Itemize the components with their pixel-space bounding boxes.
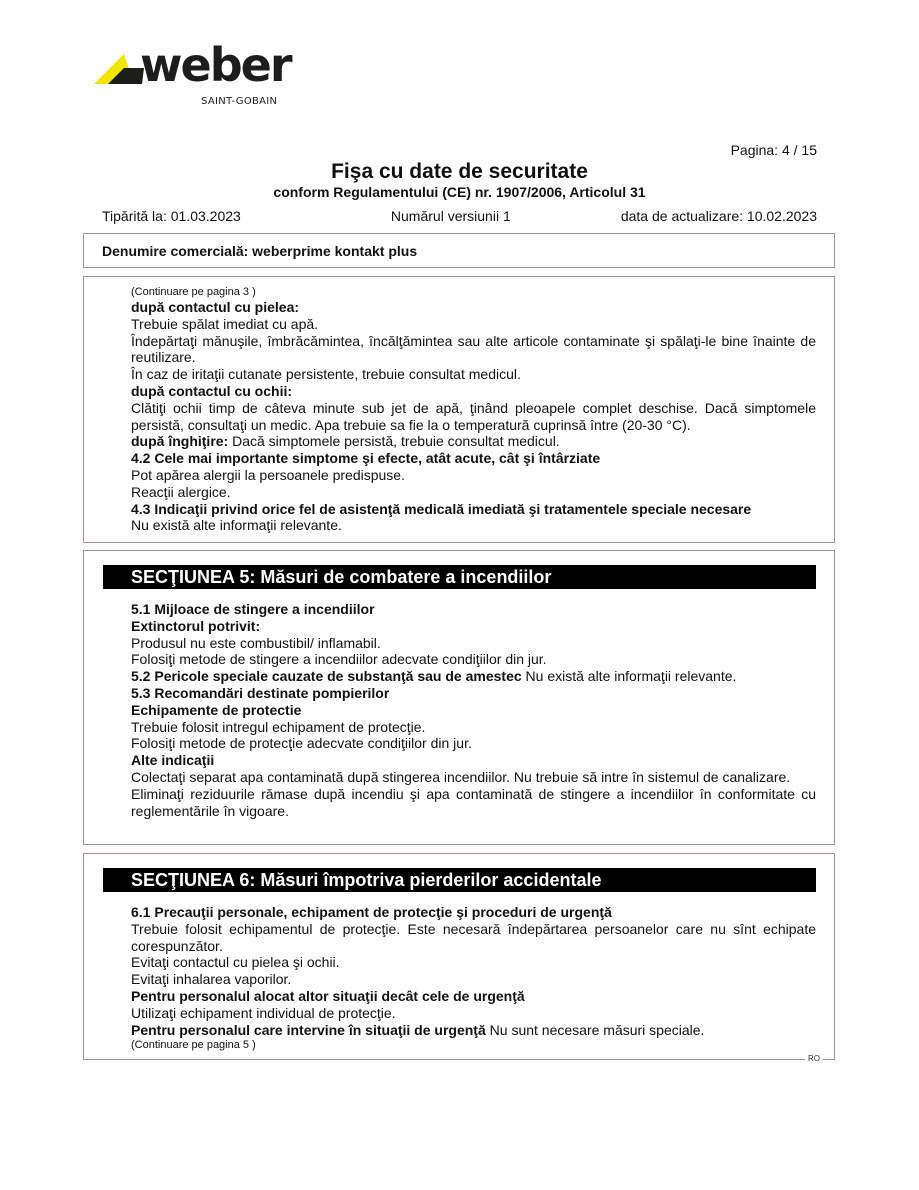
document-meta xyxy=(102,208,817,224)
section-5-title: SECŢIUNEA 5: Măsuri de combatere a incendiilor xyxy=(103,565,816,589)
document-subtitle: conform Regulamentului (CE) nr. 1907/2006, Articolul 31 xyxy=(273,184,646,200)
update-date: data de actualizare: 10.02.2023 xyxy=(620,208,817,224)
paragraph: Folosiţi metode de stingere a incendiilor adecvate condiţiilor din jur. xyxy=(131,651,547,668)
other-info-heading: Alte indicaţii xyxy=(131,752,215,769)
paragraph: În caz de iritaţii cutanate persistente, trebuie consultat medicul. xyxy=(131,366,521,383)
trade-name: Denumire comercială: weberprime kontakt plus xyxy=(102,243,418,259)
continued-to: (Continuare pe pagina 5 ) xyxy=(131,1039,256,1052)
equipment-heading: Echipamente de protectie xyxy=(131,701,302,718)
hazards-paragraph xyxy=(131,668,816,685)
non-emergency-heading: Pentru personalul alocat altor situaţii decât cele de urgenţă xyxy=(131,987,525,1004)
paragraph: Folosiţi metode de protecţie adecvate condiţiilor din jur. xyxy=(131,735,472,752)
paragraph: Îndepărtaţi mănuşile, îmbrăcămintea, încălţămintea sau alte articole contaminate şi spălaţi-le bine înainte de reutilizare. xyxy=(131,332,816,366)
paragraph: Trebuie spălat imediat cu apă. xyxy=(131,315,319,332)
subsection-heading-4-2: 4.2 Cele mai importante simptome şi efecte, atât acute, cât şi întârziate xyxy=(131,450,601,467)
paragraph: Reacţii alergice. xyxy=(131,483,231,500)
section-6-box xyxy=(83,853,835,1060)
paragraph: Produsul nu este combustibil/ inflamabil. xyxy=(131,634,381,651)
emergency-text: Nu sunt necesare măsuri speciale. xyxy=(485,1021,705,1038)
paragraph: Trebuie folosit intregul echipament de protecţie. xyxy=(131,718,426,735)
subsection-heading-5-1: 5.1 Mijloace de stingere a incendiilor xyxy=(131,601,375,617)
emergency-heading: Pentru personalul care intervine în situaţii de urgenţă xyxy=(131,1021,486,1038)
footer-line-left xyxy=(83,1059,805,1060)
paragraph: Nu există alte informaţii relevante. xyxy=(131,517,342,534)
emergency-paragraph xyxy=(131,1022,816,1039)
section-4-box xyxy=(83,276,835,543)
section-5-content xyxy=(131,601,816,819)
ingestion-heading: după înghiţire: xyxy=(131,433,229,450)
paragraph: Pot apărea alergii la persoanele predispuse. xyxy=(131,466,405,483)
subsection-heading-4-3: 4.3 Indicaţii privind orice fel de asistenţă medicală imediată şi tratamentele speciale necesare xyxy=(131,500,752,517)
section-5-box xyxy=(83,550,835,845)
trade-name-box xyxy=(83,233,835,268)
section-4-content xyxy=(131,285,816,534)
subsection-heading-5-3: 5.3 Recomandări destinate pompierilor xyxy=(131,684,390,701)
hazards-text: Nu există alte informaţii relevante. xyxy=(521,668,737,685)
subsection-heading-5-2: 5.2 Pericole speciale cauzate de substanţă sau de amestec xyxy=(131,668,522,685)
section-6-content xyxy=(131,904,816,1052)
document-title: Fişa cu date de securitate xyxy=(331,160,588,183)
paragraph: Utilizaţi echipament individual de protecţie. xyxy=(131,1004,396,1021)
logo-subbrand: SAINT-GOBAIN xyxy=(201,96,278,107)
skin-heading: după contactul cu pielea: xyxy=(131,299,300,315)
paragraph: Evitaţi inhalarea vaporilor. xyxy=(131,971,292,988)
continued-from: (Continuare pe pagina 3 ) xyxy=(131,286,256,298)
printed-date: Tipărită la: 01.03.2023 xyxy=(102,208,241,224)
paragraph: Clătiţi ochii timp de câteva minute sub jet de apă, ţinând pleoapele complet deschise. Dacă simptomele persistă, consultaţi un medic. Apa trebuie sa fie la o temperatură cuprinsă între (20-30 °C). xyxy=(131,399,816,433)
extinguisher-heading: Extinctorul potrivit: xyxy=(131,617,261,634)
paragraph: Evitaţi contactul cu pielea şi ochii. xyxy=(131,954,340,971)
paragraph: Colectaţi separat apa contaminată după stingerea incendiilor. Nu trebuie să intre în sistemul de canalizare. xyxy=(131,768,791,785)
page-number: Pagina: 4 / 15 xyxy=(730,142,817,158)
ingestion-text: Dacă simptomele persistă, trebuie consultat medicul. xyxy=(228,433,560,450)
section-6-title: SECŢIUNEA 6: Măsuri împotriva pierderilor accidentale xyxy=(103,868,816,892)
version-number: Numărul versiunii 1 xyxy=(390,208,511,224)
eyes-heading: după contactul cu ochii: xyxy=(131,382,293,399)
logo-wordmark: weber xyxy=(140,38,291,92)
weber-logo xyxy=(94,38,294,112)
language-code: RO xyxy=(808,1054,820,1063)
paragraph: Eliminaţi reziduurile rămase după incendiu şi apa contaminată de stingere a incendiilor în conformitate cu reglementările în vigoare. xyxy=(131,785,816,819)
ingestion-paragraph xyxy=(131,433,816,450)
paragraph: Trebuie folosit echipamentul de protecţie. Este necesară îndepărtarea persoanelor care nu sînt echipate corespunzător. xyxy=(131,920,816,954)
subsection-heading-6-1: 6.1 Precauţii personale, echipament de protecţie şi proceduri de urgenţă xyxy=(131,904,612,920)
footer-line-right xyxy=(823,1059,835,1060)
